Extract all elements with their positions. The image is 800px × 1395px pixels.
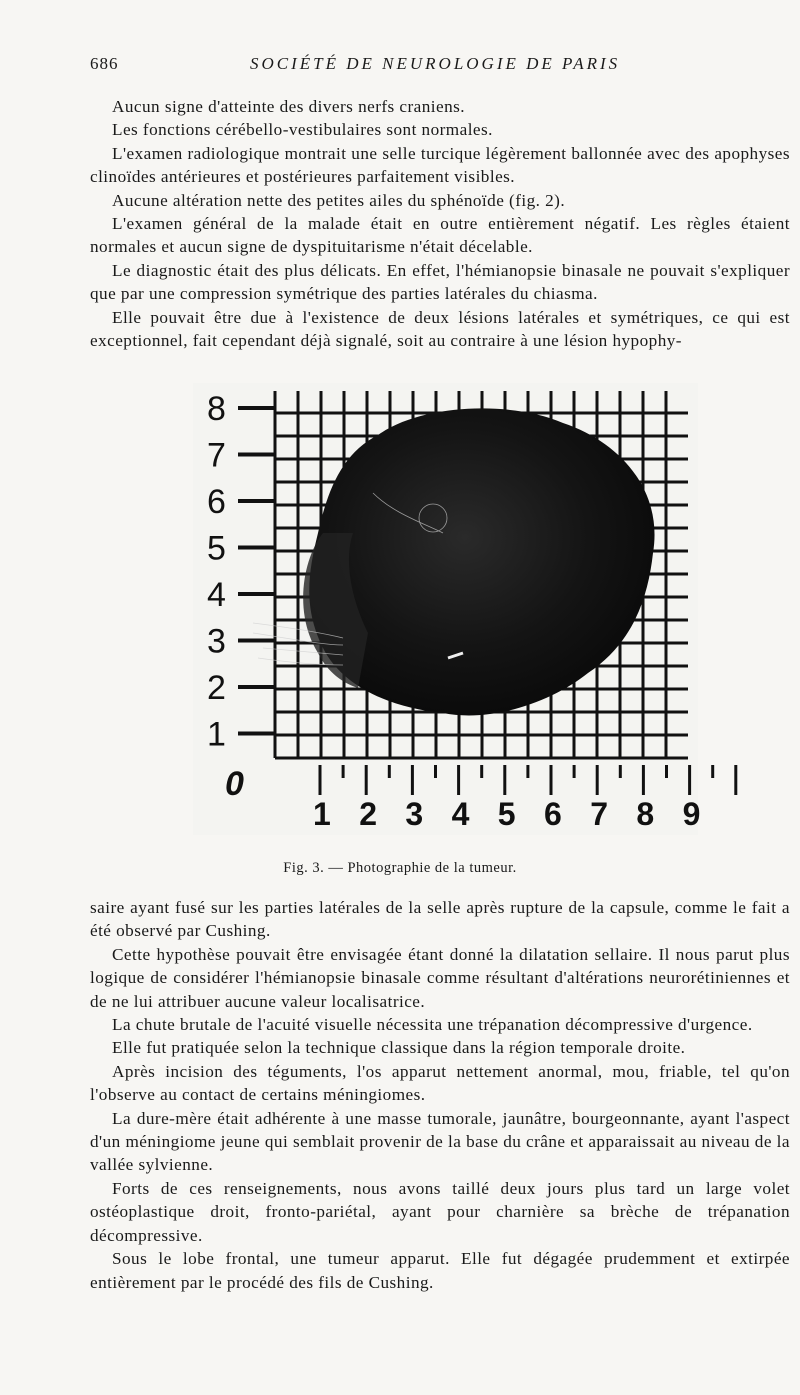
y-scale-label: 8: [207, 390, 226, 428]
x-scale-label: 5: [497, 796, 516, 832]
origin-label: 0: [225, 765, 244, 803]
tumor-photograph: [193, 383, 701, 835]
x-scale-label: 3: [405, 796, 424, 832]
paragraph: Elle pouvait être due à l'existence de deux lésions latérales et symétriques, ce qui est exceptionnel, fait cependant déjà signalé, soit au contraire à une lésion hypophy-: [90, 307, 790, 351]
x-scale-label: 6: [544, 796, 562, 832]
x-scale-label: 2: [359, 796, 377, 832]
y-scale-label: 4: [207, 576, 226, 614]
paragraph: Elle fut pratiquée selon la technique classique dans la région temporale droite.: [112, 1038, 686, 1058]
x-scale-label: 1: [313, 796, 331, 832]
x-scale-label: 4: [451, 796, 470, 832]
paragraph: saire ayant fusé sur les parties latérales de la selle après rupture de la capsule, comme le fait a été observé par Cushing.: [90, 898, 790, 941]
y-scale-label: 7: [207, 436, 226, 475]
paragraph: Cette hypothèse pouvait être envisagée étant donné la dilatation sellaire. Il nous parut plus logique de considérer l'hémianopsie binasale comme résultant d'altérations neurorétiniennes et de ne lui attribuer aucune valeur localisatrice.: [90, 944, 790, 1011]
page-header: [90, 54, 690, 80]
paragraph: Après incision des téguments, l'os apparut nettement anormal, mou, friable, tel qu'on l'observe au contact de certains méningiomes.: [90, 1061, 790, 1105]
text-after-figure: [90, 896, 790, 1294]
x-scale-label: 8: [636, 796, 655, 832]
paragraph: L'examen radiologique montrait une selle turcique légèrement ballonnée avec des apophyses clinoïdes antérieures et postérieures parfaitement visibles.: [90, 143, 790, 187]
y-scale-label: 2: [207, 669, 226, 707]
y-scale-label: 6: [207, 483, 226, 521]
x-scale-labels: [313, 796, 700, 832]
paragraph: La chute brutale de l'acuité visuelle nécessita une trépanation décompressive d'urgence.: [112, 1015, 753, 1035]
x-scale-label: 9: [682, 796, 701, 832]
page-number: 686: [90, 54, 119, 73]
y-scale-label: 1: [207, 715, 226, 754]
tumor-photo-svg: [193, 383, 701, 835]
paragraph: L'examen général de la malade était en outre entièrement négatif. Les règles étaient normales et aucun signe de dyspituitarisme n'était décelable.: [90, 214, 790, 257]
paragraph: Aucun signe d'atteinte des divers nerfs craniens.: [112, 97, 466, 116]
text-before-figure: [90, 95, 790, 352]
paragraph: La dure-mère était adhérente à une masse tumorale, jaunâtre, bourgeonnante, ayant l'aspect d'un méningiome jeune qui semblait provenir de la base du crâne et apparaissait au niveau de la vallée sylvienne.: [90, 1108, 790, 1175]
paragraph: Aucune altération nette des petites ailes du sphénoïde (fig. 2).: [112, 190, 566, 210]
x-scale-label: 7: [590, 796, 608, 832]
paragraph: Les fonctions cérébello-vestibulaires sont normales.: [112, 120, 493, 140]
paragraph: Forts de ces renseignements, nous avons taillé deux jours plus tard un large volet ostéoplastique droit, fronto-pariétal, ayant pour charnière sa brèche de trépanation décompressive.: [90, 1178, 790, 1245]
figure-caption: Fig. 3. — Photographie de la tumeur.: [283, 860, 517, 876]
paragraph: Le diagnostic était des plus délicats. En effet, l'hémianopsie binasale ne pouvait s'expliquer que par une compression symétrique des parties latérales du chiasma.: [90, 260, 790, 304]
y-scale-label: 5: [207, 529, 226, 568]
paragraph: Sous le lobe frontal, une tumeur apparut. Elle fut dégagée prudemment et extirpée entièrement par le procédé des fils de Cushing.: [90, 1249, 790, 1292]
y-scale-label: 3: [207, 622, 226, 661]
running-title: SOCIÉTÉ DE NEUROLOGIE DE PARIS: [250, 54, 621, 73]
